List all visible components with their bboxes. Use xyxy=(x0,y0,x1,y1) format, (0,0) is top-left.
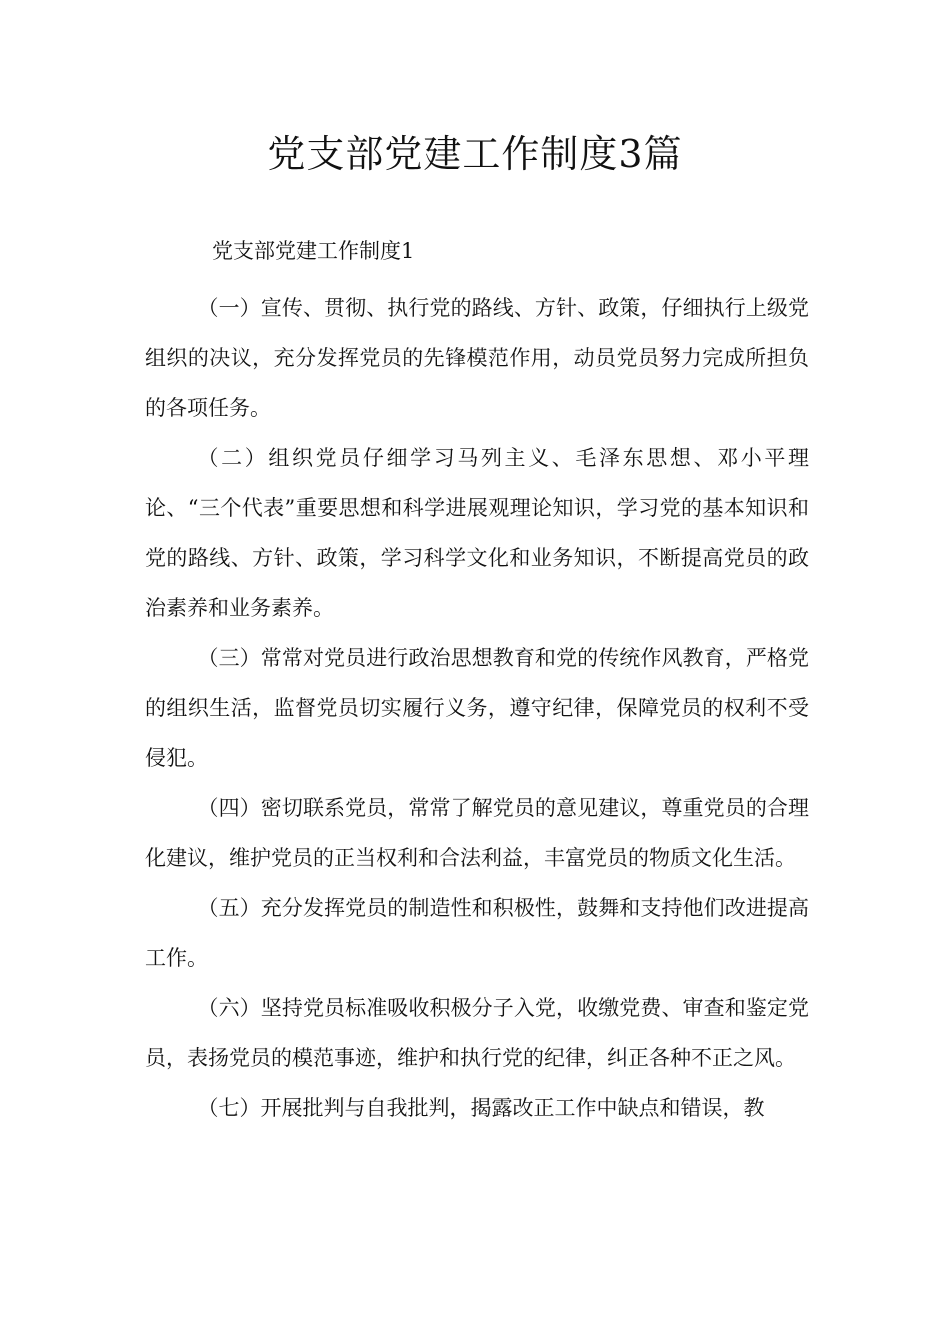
section-heading: 党支部党建工作制度1 xyxy=(212,239,415,263)
document-body xyxy=(145,283,809,1133)
paragraph-2: （二）组织党员仔细学习马列主义、毛泽东思想、邓小平理论、“三个代表”重要思想和科学进展观理论知识，学习党的基本知识和党的路线、方针、政策，学习科学文化和业务知识，不断提高党员的政治素养和业务素养。 xyxy=(145,446,809,620)
paragraph-3: （三）常常对党员进行政治思想教育和党的传统作风教育，严格党的组织生活，监督党员切实履行义务，遵守纪律，保障党员的权利不受侵犯。 xyxy=(145,646,809,770)
paragraph-4: （四）密切联系党员，常常了解党员的意见建议，尊重党员的合理化建议，维护党员的正当权利和合法利益，丰富党员的物质文化生活。 xyxy=(145,796,809,870)
paragraph-1: （一）宣传、贯彻、执行党的路线、方针、政策，仔细执行上级党组织的决议，充分发挥党员的先锋模范作用，动员党员努力完成所担负的各项任务。 xyxy=(145,296,809,420)
paragraph-7: （七）开展批判与自我批判，揭露改正工作中缺点和错误，教 xyxy=(197,1096,765,1120)
document-title: 党支部党建工作制度3篇 xyxy=(267,132,683,176)
paragraph-6: （六）坚持党员标准吸收积极分子入党，收缴党费、审查和鉴定党员，表扬党员的模范事迹，维护和执行党的纪律，纠正各种不正之风。 xyxy=(145,996,809,1070)
paragraph-5: （五）充分发挥党员的制造性和积极性，鼓舞和支持他们改进提高工作。 xyxy=(145,896,809,970)
